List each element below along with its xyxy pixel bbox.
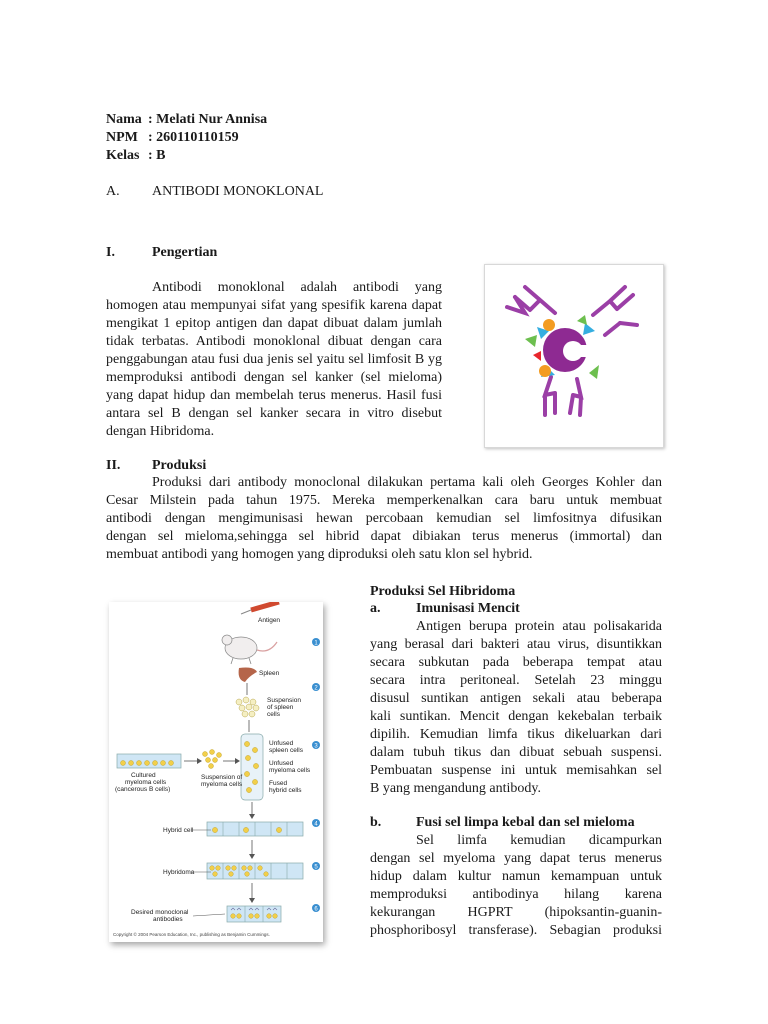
- immunization-line: B yang mengandung antibody.: [370, 781, 541, 796]
- immunization-line: kali suntikan. Mencit dengan kekebalan terbaik: [370, 709, 662, 724]
- hybridoma-plate: [207, 863, 303, 879]
- antibody-antigen-svg: [485, 265, 663, 447]
- label-unfused-spleen: spleen cells: [269, 747, 303, 754]
- kelas-label: Kelas: [106, 148, 140, 163]
- label-antigen: Antigen: [258, 617, 281, 624]
- name-value: : Melati Nur Annisa: [148, 112, 268, 127]
- immunization-line: yang berasal dari bakteri atau virus, disuntikkan: [370, 637, 662, 652]
- step-4: 4: [314, 821, 318, 828]
- myeloma-suspension: [203, 750, 222, 769]
- label-unfused-myeloma: Unfused: [269, 760, 294, 767]
- fusion-line: dengan sel myeloma yang dapat terus menerus: [370, 851, 662, 866]
- npm-label: NPM: [106, 130, 138, 145]
- fusion-line: Sel limfa kemudian dicampurkan: [416, 833, 662, 848]
- step-6: 6: [314, 906, 318, 913]
- immunization-line: disusul suntikan antigen sekali atau beberapa: [370, 691, 662, 706]
- immunization-line: secara subkutan pada beberapa tempat atau: [370, 655, 662, 670]
- fusion-line: kekurangan HGPRT (hipoksantin-guanin-: [370, 905, 662, 920]
- hybridoma-diagram-svg: [109, 602, 323, 942]
- sub-b-number: b.: [370, 815, 382, 830]
- antibody-plate: [227, 906, 281, 922]
- sub-a-number: a.: [370, 601, 381, 616]
- label-cultured: (cancerous B cells): [115, 786, 171, 793]
- section-a-number: A.: [106, 184, 120, 199]
- section-1-number: I.: [106, 245, 115, 260]
- section-2-title: Produksi: [152, 458, 207, 473]
- section-2-number: II.: [106, 458, 121, 473]
- immunization-line: Antigen berupa protein atau polisakarida: [416, 619, 662, 634]
- step-3: 3: [314, 743, 318, 750]
- production-line: Cesar Milstein pada tahun 1975. Mereka memperkenalkan cara baru untuk membuat: [106, 493, 662, 508]
- figure-copyright: Copyright © 2004 Pearson Education, Inc., publishing as Benjamin Cummings.: [113, 932, 270, 937]
- production-line: dengan sel mieloma,sehingga sel hibrid dapat dibiakan terus menerus (immortal) dan: [106, 529, 662, 544]
- definition-line: homogen atau mempunyai sifat yang spesifik karena dapat: [106, 298, 442, 313]
- definition-line: Antibodi monoklonal adalah antibodi yang: [152, 280, 442, 295]
- definition-line: antara sel B dengan sel kanker secara in vitro disebut: [106, 406, 442, 421]
- label-hybridoma: Hybridoma: [163, 869, 195, 876]
- spleen-icon: [239, 668, 257, 696]
- production-line: antibodi dengan mengimunisasi hewan percobaan kemudian sel limfositnya difusikan: [106, 511, 662, 526]
- immunization-line: Pembuatan suspense ini untuk memisahkan sel: [370, 763, 662, 778]
- label-suspension-myeloma: myeloma cells: [201, 781, 243, 788]
- step-2: 2: [314, 685, 318, 692]
- label-unfused-myeloma: myeloma cells: [269, 767, 311, 774]
- antibody-illustration: [484, 264, 664, 448]
- mouse-icon: [222, 635, 277, 664]
- immunization-line: dalam tubuh tikus dan dibuat sebuah suspensi.: [370, 745, 662, 760]
- immunization-line: dipilih. Kemudian limfa tikus dikeluarkan dari: [370, 727, 662, 742]
- fusion-paragraph: [370, 832, 662, 940]
- label-spleen: Spleen: [259, 670, 280, 677]
- definition-line: memproduksi antibodi dengan sel kanker (sel mieloma): [106, 370, 442, 385]
- immunization-line: secara intra peritoneal. Setelah 23 minggu: [370, 673, 662, 688]
- fusion-line: phosphoribosyl transferase). Sebagian produksi: [370, 923, 662, 938]
- definition-line: dengan Hibridoma.: [106, 424, 215, 439]
- syringe-icon: [241, 602, 279, 614]
- name-label: Nama: [106, 112, 142, 127]
- step-markers: [312, 638, 320, 913]
- section-1-title: Pengertian: [152, 245, 218, 260]
- definition-line: penggabungan atau fusi dua jenis sel yaitu sel limfosit B yg: [106, 352, 442, 367]
- label-suspension-spleen: of spleen: [267, 704, 294, 711]
- definition-line: yang dapat hidup dan membelah terus menerus. Hasil fusi: [106, 388, 442, 403]
- kelas-value: : B: [148, 148, 166, 163]
- production-paragraph: [106, 474, 662, 564]
- production-line: Produksi dari antibody monoclonal dilakukan pertama kali oleh Georges Kohler dan: [152, 475, 662, 490]
- hybridoma-figure: [109, 602, 323, 942]
- production-line: membuat antibodi yang homogen yang diproduksi oleh satu klon sel hybrid.: [106, 547, 533, 562]
- definition-line: mengikat 1 epitop antigen dan dapat dibuat dalam jumlah: [106, 316, 442, 331]
- label-suspension-myeloma: Suspension of: [201, 774, 243, 781]
- step-5: 5: [314, 864, 318, 871]
- spleen-cells: [236, 697, 259, 717]
- myeloma-culture: [117, 754, 181, 768]
- section-a-title: ANTIBODI MONOKLONAL: [152, 184, 324, 199]
- label-cultured: myeloma cells: [125, 779, 167, 786]
- label-suspension-spleen: cells: [267, 711, 281, 718]
- definition-paragraph: [106, 279, 442, 441]
- hybridoma-title: Produksi Sel Hibridoma: [370, 584, 516, 599]
- label-fused: Fused: [269, 780, 288, 787]
- hybrid-cell-plate: [207, 822, 303, 836]
- label-desired-antibodies: Desired monoclonal: [131, 909, 189, 916]
- label-desired-antibodies: antibodies: [153, 916, 183, 923]
- label-unfused-spleen: Unfused: [269, 740, 294, 747]
- label-hybrid-cell: Hybrid cell: [163, 827, 194, 834]
- npm-value: : 260110110159: [148, 130, 239, 145]
- fusion-line: memproduksi antibodinya hilang karena: [370, 887, 662, 902]
- label-fused: hybrid cells: [269, 787, 302, 794]
- step-1: 1: [314, 640, 318, 647]
- definition-line: tidak terbatas. Antibodi monoklonal dibuat dengan cara: [106, 334, 442, 349]
- sub-a-title: Imunisasi Mencit: [416, 601, 520, 616]
- label-cultured: Cultured: [131, 772, 156, 779]
- fusion-tube: [241, 734, 263, 800]
- fusion-line: hidup dalam kultur namun kemampuan untuk: [370, 869, 662, 884]
- immunization-paragraph: [370, 618, 662, 798]
- label-suspension-spleen: Suspension: [267, 697, 301, 704]
- sub-b-title: Fusi sel limpa kebal dan sel mieloma: [416, 815, 635, 830]
